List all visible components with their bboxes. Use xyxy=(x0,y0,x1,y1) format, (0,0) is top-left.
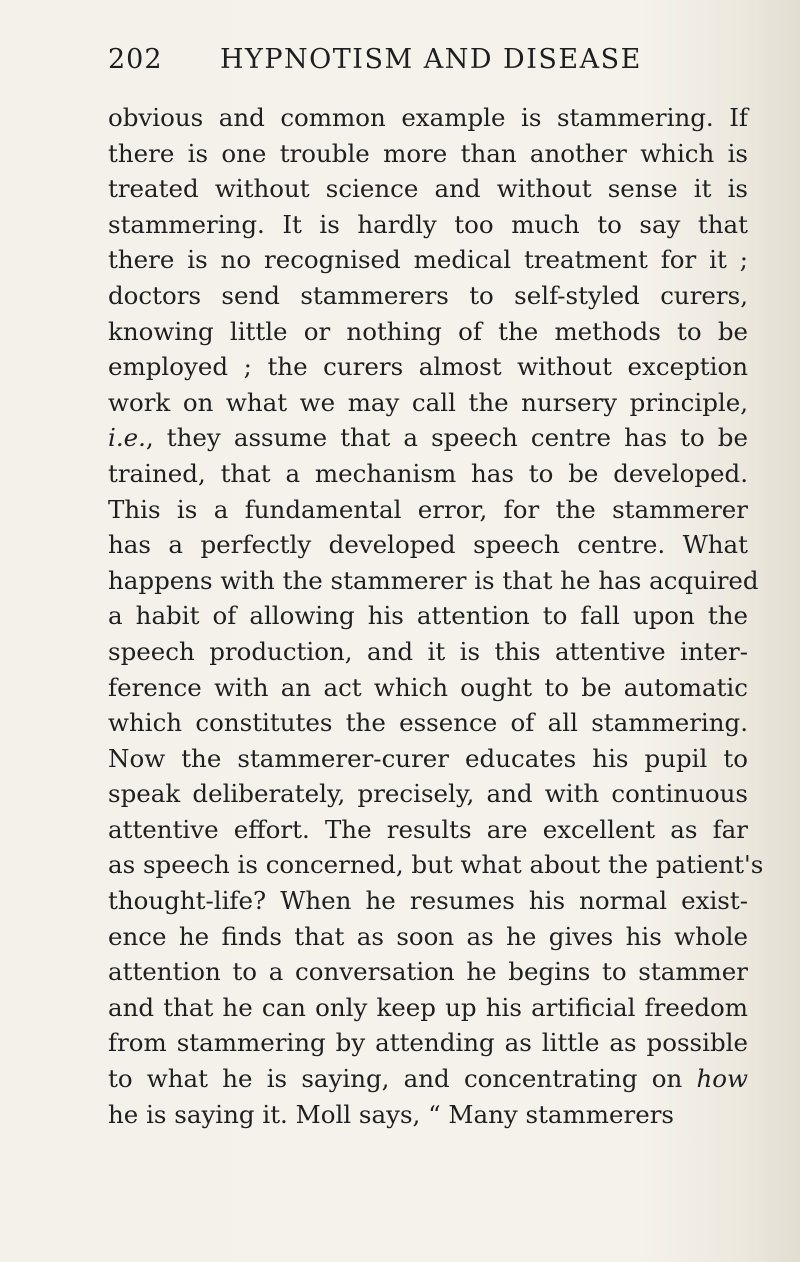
text-line: obvious and common example is stammering. If xyxy=(108,103,748,132)
text-line: Now the stammerer-curer educates his pupil to xyxy=(108,743,748,773)
text-line: from stammering by attending as little as possible xyxy=(108,1028,748,1058)
text-line: This is a fundamental error, for the stammerer xyxy=(108,494,748,524)
body-text xyxy=(108,100,764,1132)
text-line: and that he can only keep up his artificial freedom xyxy=(108,992,748,1022)
text-line: happens with the stammerer is that he has acquired xyxy=(108,565,759,595)
italic-text: i.e. xyxy=(108,423,146,453)
page-header xyxy=(108,44,748,84)
text-line: which constitutes the essence of all stammering. xyxy=(108,708,748,738)
text-line: has a perfectly developed speech centre. What xyxy=(108,530,748,560)
text-line: as speech is concerned, but what about the patient's xyxy=(108,850,764,880)
text-line: employed ; the curers almost without exception xyxy=(108,352,748,382)
text-line: ference with an act which ought to be automatic xyxy=(108,672,748,702)
text-line: stammering. It is hardly too much to say that xyxy=(108,209,748,239)
text-line: knowing little or nothing of the methods to be xyxy=(108,316,748,346)
page-number: 202 xyxy=(108,44,163,75)
text-line: he is saying it. Moll says, “ Many stammerers xyxy=(108,1099,674,1129)
text-line: treated without science and without sense it is xyxy=(108,174,748,204)
text-line: there is one trouble more than another which is xyxy=(108,138,748,168)
text-line: a habit of allowing his attention to fall upon the xyxy=(108,601,748,631)
text-line: to what he is saying, and concentrating on how xyxy=(108,1064,748,1094)
text-line: work on what we may call the nursery principle, xyxy=(108,387,748,417)
text-line: speech production, and it is this attentive inter- xyxy=(108,636,748,666)
italic-text: how xyxy=(696,1064,748,1094)
text-line: i.e., they assume that a speech centre has to be xyxy=(108,423,748,453)
text-line: attention to a conversation he begins to stammer xyxy=(108,957,748,987)
text-line: attentive effort. The results are excellent as far xyxy=(108,814,748,844)
text-line: ence he finds that as soon as he gives his whole xyxy=(108,921,748,951)
text-line: speak deliberately, precisely, and with continuous xyxy=(108,779,748,809)
text-line: doctors send stammerers to self-styled curers, xyxy=(108,280,748,310)
running-head: HYPNOTISM AND DISEASE xyxy=(220,44,642,75)
text-line: thought-life? When he resumes his normal exist- xyxy=(108,886,748,916)
text-line: there is no recognised medical treatment for it ; xyxy=(108,245,748,275)
text-line: trained, that a mechanism has to be developed. xyxy=(108,458,748,488)
